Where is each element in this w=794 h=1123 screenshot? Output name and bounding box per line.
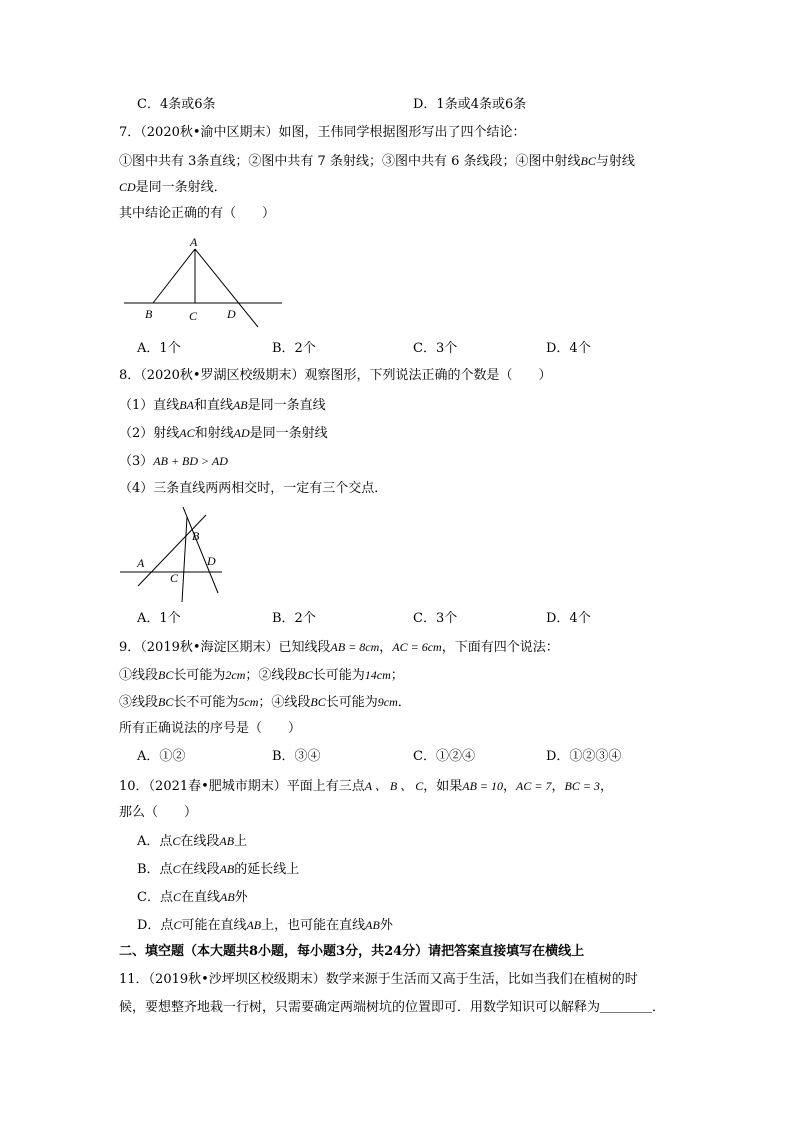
q7-option-a: A．1个 (137, 341, 181, 356)
q8-option-a: A．1个 (137, 611, 181, 626)
q9-option-a: A．①② (137, 749, 186, 764)
q9-stem: 9．（2019秋•海淀区期末）已知线段AB = 8cm，AC = 6cm，下面有四个说法： (119, 640, 559, 655)
q8-label-b: B (192, 529, 200, 543)
q9-question: 所有正确说法的序号是（ ） (119, 721, 302, 736)
q10-option-d: D．点C可能在直线AB上，也可能在直线AB外 (137, 918, 393, 933)
q8-statement-2: （2）射线AC和射线AD是同一条射线 (119, 426, 328, 441)
q11-answer-blank[interactable]: ＿＿＿＿． (600, 1000, 666, 1015)
q7-figure (120, 232, 290, 332)
q8-statement-4: （4）三条直线两两相交时，一定有三个交点． (119, 481, 388, 496)
q7-statements-line1: ①图中共有 3条直线；②图中共有 7 条射线；③图中共有 6 条线段；④图中射线BC与射线 (119, 154, 635, 169)
q7-option-c: C．3个 (413, 341, 458, 356)
q9-option-d: D．①②③④ (546, 749, 622, 764)
q10-option-b: B．点C在线段AB的延长线上 (137, 862, 300, 877)
q9-statements-row1: ①线段BC长可能为2cm；②线段BC长可能为14cm； (119, 668, 404, 683)
q7-statements-line2: CD是同一条射线． (119, 180, 227, 195)
q8-label-d: D (207, 554, 216, 568)
q9-statements-row2: ③线段BC长不可能为5cm；④线段BC长可能为9cm． (119, 695, 411, 710)
q7-label-c: C (189, 309, 198, 323)
q6-option-d: D．1条或4条或6条 (413, 97, 527, 112)
q11-line2: 候，要想整齐地栽一行树，只需要确定两端树坑的位置即可．用数学知识可以解释为＿＿＿＿． (119, 1000, 666, 1015)
q8-option-b: B．2个 (272, 611, 316, 626)
q8-option-c: C．3个 (413, 611, 458, 626)
q7-label-d: D (227, 307, 236, 321)
q10-question: 那么（ ） (119, 805, 198, 820)
q7-stem: 7．（2020秋•渝中区期末）如图，王伟同学根据图形写出了四个结论： (119, 125, 526, 140)
q7-label-a: A (190, 235, 198, 249)
q10-option-a: A．点C在线段AB上 (137, 834, 248, 849)
q8-figure (118, 505, 228, 605)
q7-label-b: B (145, 307, 153, 321)
q7-option-d: D．4个 (546, 341, 591, 356)
q9-option-c: C．①②④ (413, 749, 475, 764)
q8-label-c: C (170, 571, 179, 585)
q8-option-d: D．4个 (546, 611, 591, 626)
q9-option-b: B．③④ (272, 749, 321, 764)
q8-statement-1: （1）直线BA和直线AB是同一条直线 (119, 398, 326, 413)
q7-question: 其中结论正确的有（ ） (119, 206, 276, 221)
section-2-heading: 二、填空题（本大题共8小题，每小题3分，共24分）请把答案直接填写在横线上 (119, 944, 585, 959)
q6-option-c: C．4条或6条 (137, 97, 216, 112)
q10-stem: 10．（2021春•肥城市期末）平面上有三点A 、 B 、 C，如果AB = 10，AC = 7，BC = 3， (119, 779, 613, 794)
q7-option-b: B．2个 (272, 341, 316, 356)
q11-line1: 11．（2019秋•沙坪坝区校级期末）数学来源于生活而又高于生活，比如当我们在植树的时 (119, 972, 638, 987)
q8-label-a: A (137, 556, 145, 570)
q10-option-c: C．点C在直线AB外 (137, 890, 248, 905)
q8-statement-3: （3）AB + BD > AD (119, 454, 228, 469)
q8-stem: 8．（2020秋•罗湖区校级期末）观察图形，下列说法正确的个数是（ ） (119, 368, 552, 383)
